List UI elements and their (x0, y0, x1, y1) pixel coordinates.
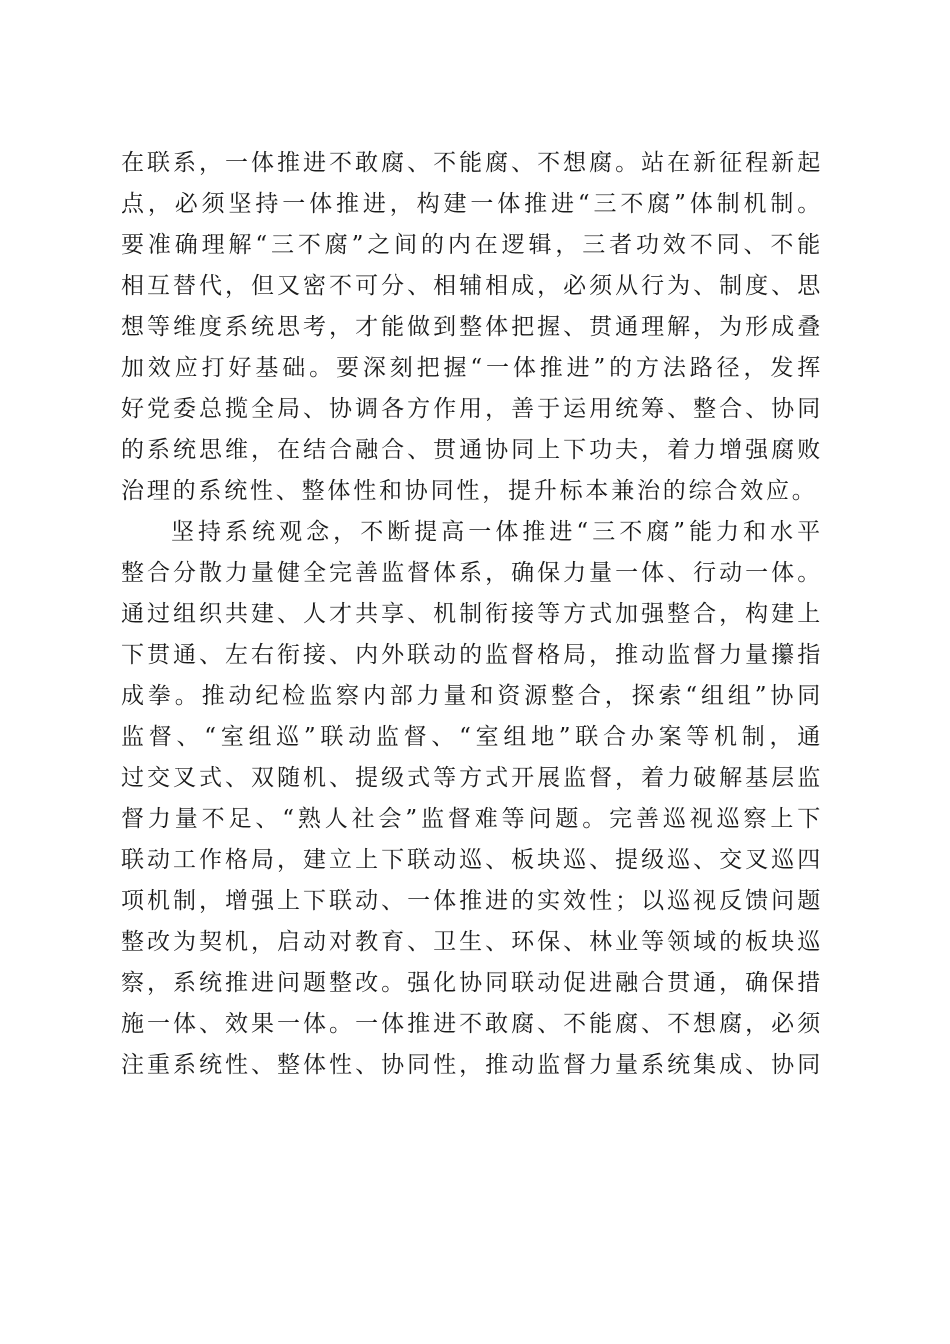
text-line: 要准确理解“三不腐”之间的内在逻辑，三者功效不同、不能 (121, 232, 823, 258)
document-body (121, 143, 823, 1086)
text-line: 过交叉式、双随机、提级式等方式开展监督，着力破解基层监 (121, 765, 823, 791)
text-line: 注重系统性、整体性、协同性，推动监督力量系统集成、协同 (121, 1052, 823, 1078)
text-line: 督力量不足、“熟人社会”监督难等问题。完善巡视巡察上下 (121, 806, 823, 832)
paragraph (121, 512, 823, 1086)
text-line: 的系统思维，在结合融合、贯通协同上下功夫，着力增强腐败 (121, 437, 823, 463)
text-line: 联动工作格局，建立上下联动巡、板块巡、提级巡、交叉巡四 (121, 847, 823, 873)
text-line: 坚持系统观念，不断提高一体推进“三不腐”能力和水平 (171, 519, 823, 545)
text-line: 点，必须坚持一体推进，构建一体推进“三不腐”体制机制。 (121, 191, 823, 217)
text-line: 察，系统推进问题整改。强化协同联动促进融合贯通，确保措 (121, 970, 823, 996)
text-line: 好党委总揽全局、协调各方作用，善于运用统筹、整合、协同 (121, 396, 823, 422)
text-line: 下贯通、左右衔接、内外联动的监督格局，推动监督力量攥指 (121, 642, 823, 668)
text-line: 成拳。推动纪检监察内部力量和资源整合，探索“组组”协同 (121, 683, 823, 709)
text-line: 施一体、效果一体。一体推进不敢腐、不能腐、不想腐，必须 (121, 1011, 823, 1037)
text-line: 加效应打好基础。要深刻把握“一体推进”的方法路径，发挥 (121, 355, 823, 381)
text-line: 通过组织共建、人才共享、机制衔接等方式加强整合，构建上 (121, 601, 823, 627)
text-line: 项机制，增强上下联动、一体推进的实效性；以巡视反馈问题 (121, 888, 823, 914)
text-line: 相互替代，但又密不可分、相辅相成，必须从行为、制度、思 (121, 273, 823, 299)
text-line: 治理的系统性、整体性和协同性，提升标本兼治的综合效应。 (121, 478, 818, 504)
text-line: 在联系，一体推进不敢腐、不能腐、不想腐。站在新征程新起 (121, 150, 823, 176)
text-line: 监督、“室组巡”联动监督、“室组地”联合办案等机制，通 (121, 724, 823, 750)
paragraph (121, 143, 823, 512)
text-line: 想等维度系统思考，才能做到整体把握、贯通理解，为形成叠 (121, 314, 823, 340)
text-line: 整合分散力量健全完善监督体系，确保力量一体、行动一体。 (121, 560, 823, 586)
text-line: 整改为契机，启动对教育、卫生、环保、林业等领域的板块巡 (121, 929, 823, 955)
